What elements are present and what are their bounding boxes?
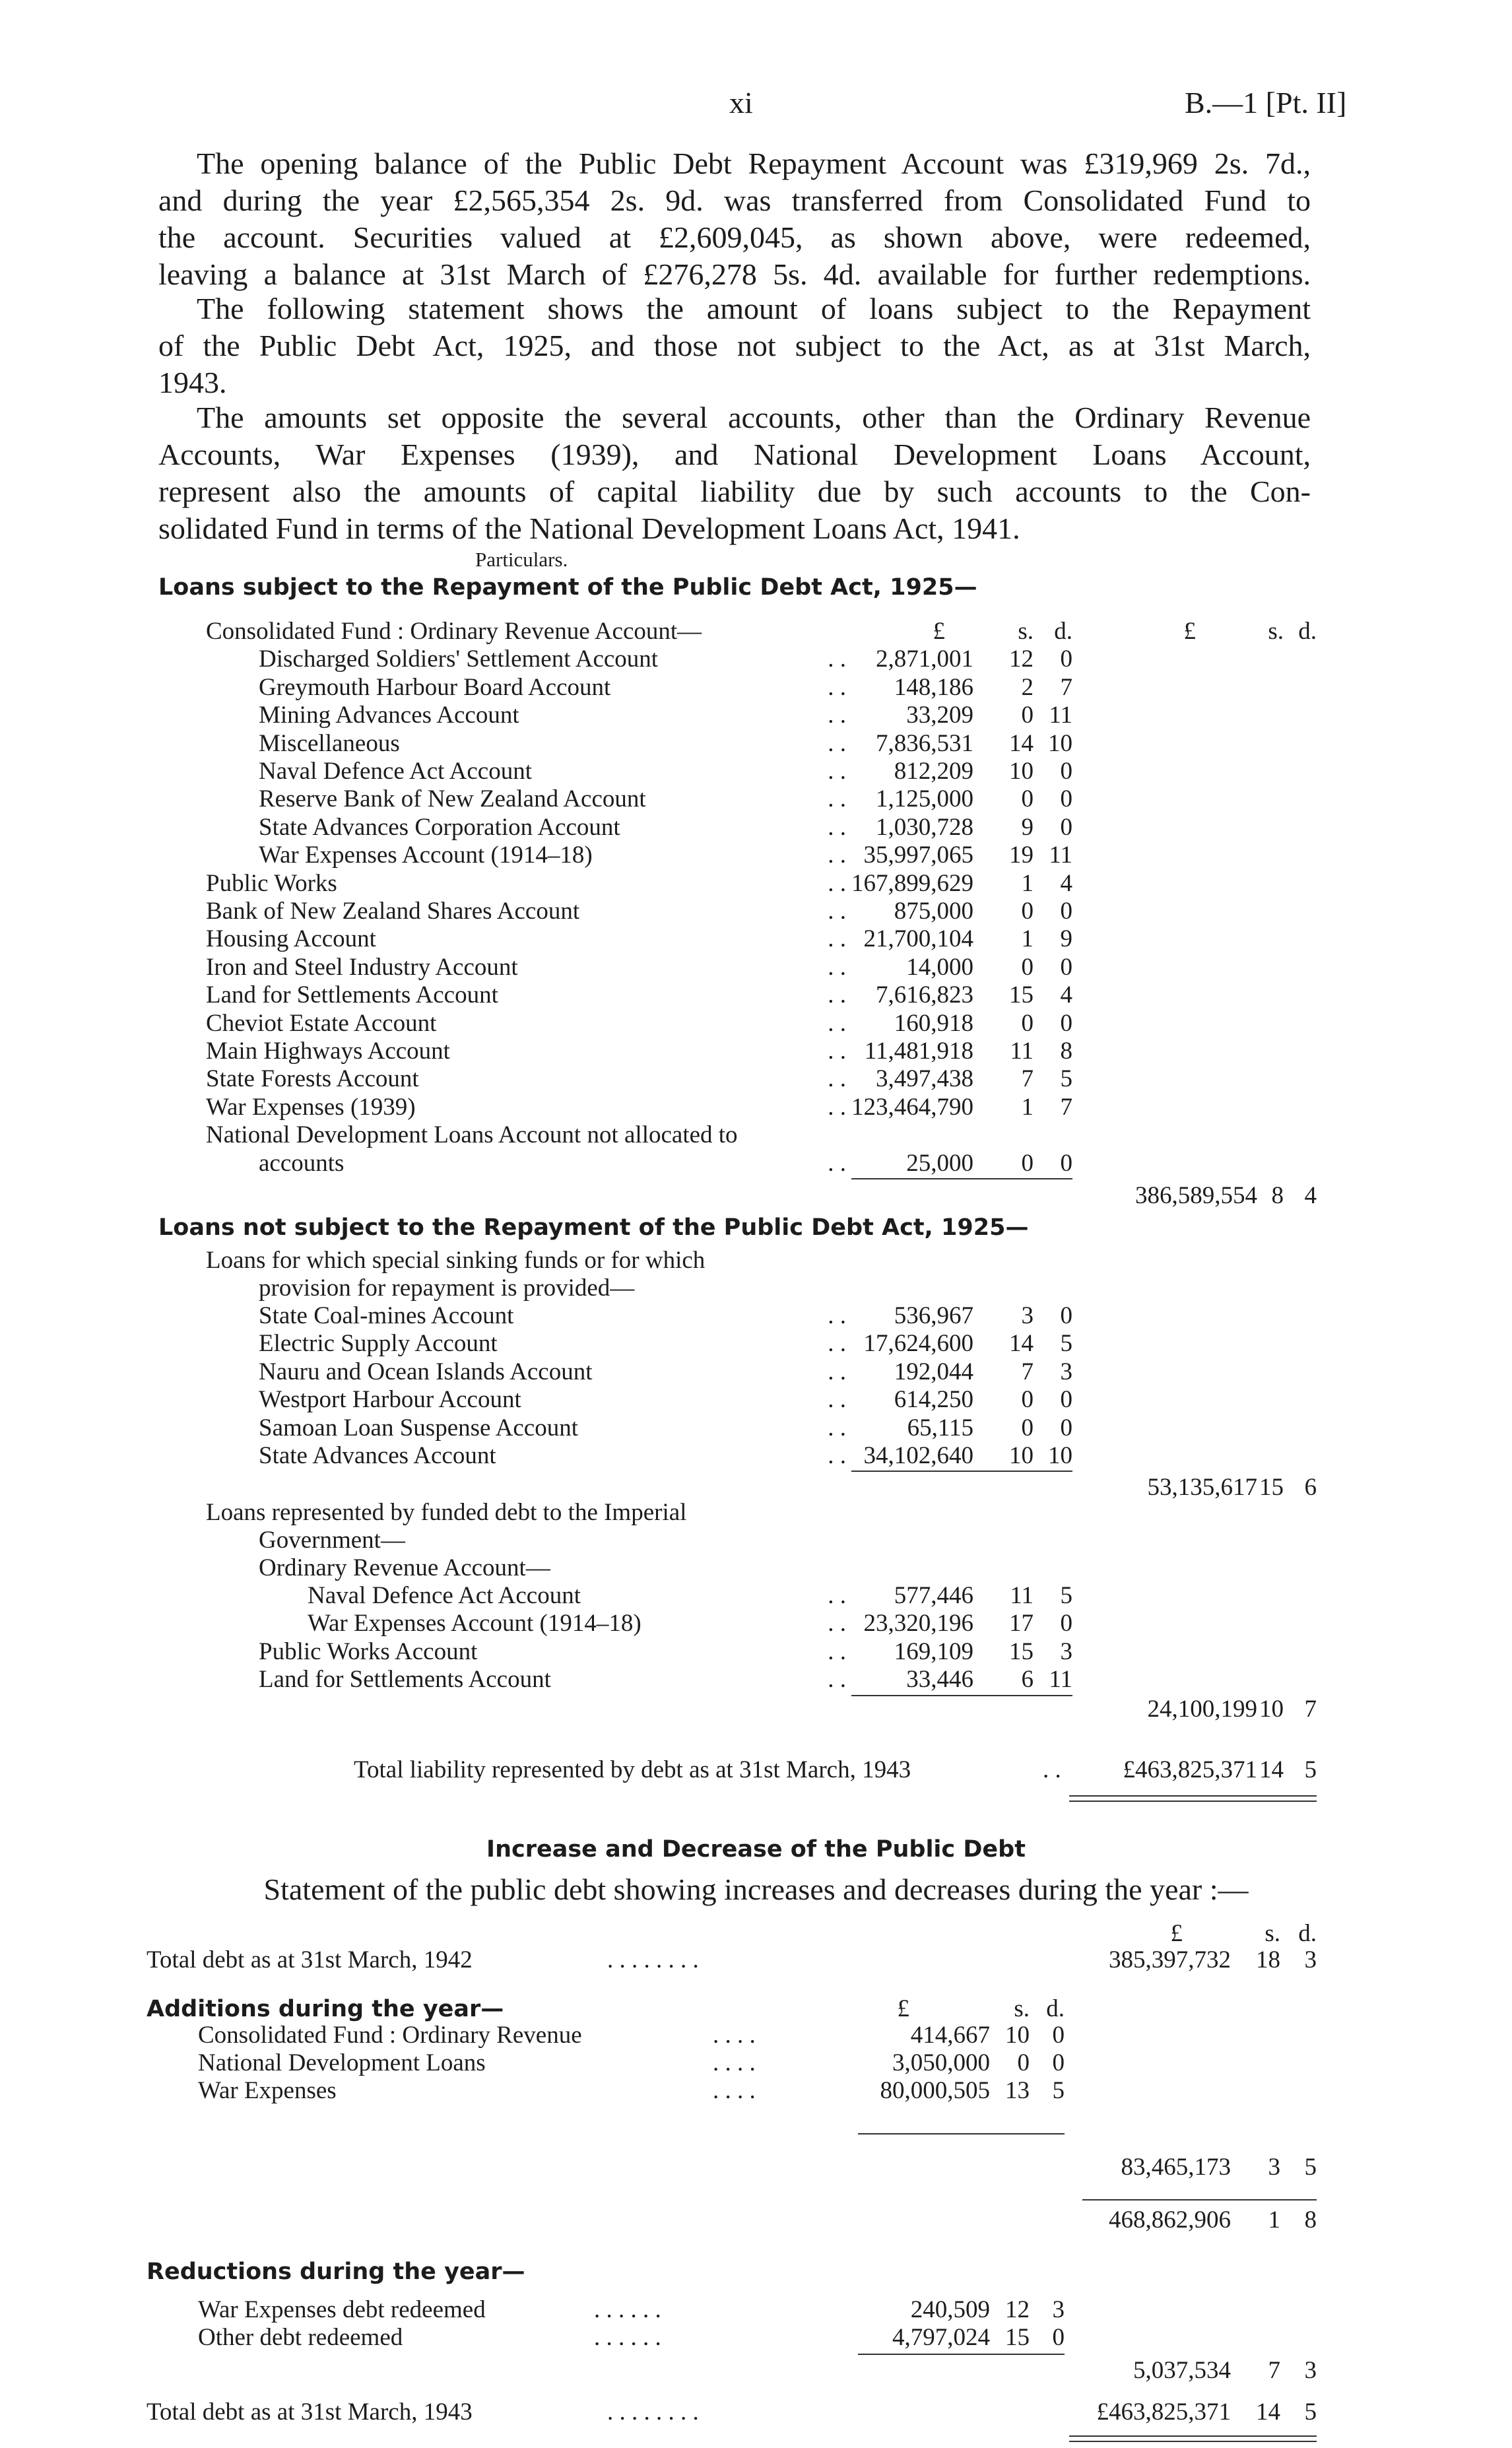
amount-shillings: 1	[1268, 2206, 1280, 2233]
reductions-heading: Reductions during the year—	[147, 2259, 525, 2285]
amount-pence: 0	[1052, 2022, 1065, 2049]
amount-shillings: 15	[1009, 1638, 1034, 1665]
section3-heading: Increase and Decrease of the Public Debt	[486, 1836, 1026, 1863]
amount-pounds: 167,899,629	[851, 869, 973, 897]
leader-dots: . .	[828, 1093, 846, 1121]
table-row	[0, 1498, 1512, 1527]
amount-shillings: 0	[1021, 953, 1034, 981]
amount-pounds: 5,037,534	[1133, 2357, 1231, 2384]
paragraph-line: of the Public Debt Act, 1925, and those not subject to the Act, as at 31st March,	[158, 329, 1311, 362]
amount-pounds: 875,000	[894, 898, 973, 925]
table-row	[0, 841, 1512, 869]
row-label: Bank of New Zealand Shares Account	[206, 898, 580, 925]
leader-dots: . .	[828, 673, 846, 701]
amount-pence: 0	[1060, 898, 1072, 925]
leader-dots: . . . . . . . .	[607, 1946, 699, 1973]
subtotal-rule	[858, 2354, 1065, 2355]
amount-pounds: 385,397,732	[1109, 1946, 1231, 1973]
amount-pence: 4	[1304, 1182, 1317, 1209]
table-row	[0, 1665, 1512, 1694]
grand-total-label: Total liability represented by debt as at 31st March, 1943	[354, 1756, 911, 1783]
amount-pounds: 577,446	[894, 1582, 973, 1609]
leader-dots: . .	[828, 1038, 846, 1065]
section2-heading: Loans not subject to the Repayment of the Public Debt Act, 1925—	[158, 1214, 1029, 1241]
leader-dots: . .	[828, 953, 846, 981]
amount-pence: 5	[1304, 2154, 1317, 2181]
amount-pounds: 386,589,554	[1135, 1182, 1257, 1209]
row-label: Ordinary Revenue Account—	[259, 1554, 550, 1581]
amount-pence: 3	[1304, 1946, 1317, 1973]
leader-dots: . . . . . . . .	[607, 2398, 699, 2426]
leader-dots: . .	[828, 1610, 846, 1638]
amount-pence: 3	[1052, 2296, 1065, 2323]
amount-pence: 5	[1060, 1582, 1072, 1609]
additions-heading: Additions during the year—	[147, 1996, 504, 2022]
row-label: State Forests Account	[206, 1065, 419, 1093]
row-label: Housing Account	[206, 925, 376, 953]
amount-pence: 8	[1060, 1038, 1072, 1065]
row-label: War Expenses (1939)	[206, 1093, 416, 1121]
leader-dots: . .	[828, 1009, 846, 1037]
leader-dots: . .	[828, 869, 846, 897]
amount-pounds: 192,044	[894, 1358, 973, 1385]
table-row	[0, 2049, 1512, 2077]
leader-dots: . .	[828, 813, 846, 841]
table-row	[0, 2076, 1512, 2105]
table-row	[0, 813, 1512, 842]
amount-pounds: 169,109	[894, 1638, 973, 1665]
amount-pence: 0	[1052, 2049, 1065, 2076]
leader-dots: . .	[828, 1582, 846, 1609]
amount-pence: 5	[1060, 1330, 1072, 1358]
amount-pence: 7	[1304, 1696, 1317, 1723]
paragraph-line: the account. Securities valued at £2,609,045, as shown above, were redeemed,	[158, 220, 1311, 254]
amount-pounds: 11,481,918	[864, 1038, 973, 1065]
row-label: Electric Supply Account	[259, 1330, 498, 1358]
leader-dots: . .	[828, 1666, 846, 1694]
amount-pounds: 123,464,790	[851, 1093, 973, 1121]
amount-pence: 10	[1048, 1442, 1072, 1469]
leader-dots: . .	[828, 702, 846, 729]
table-row	[0, 1037, 1512, 1065]
row-label: provision for repayment is provided—	[259, 1274, 635, 1302]
header-pence: d.	[1298, 618, 1317, 645]
amount-pounds: 3,050,000	[892, 2049, 990, 2076]
table-row	[0, 2398, 1512, 2426]
leader-dots: . .	[828, 925, 846, 953]
amount-pence: 0	[1060, 785, 1072, 813]
row-label: Cheviot Estate Account	[206, 1009, 437, 1037]
leader-dots: . .	[828, 1302, 846, 1329]
amount-shillings: 0	[1021, 785, 1034, 813]
row-label: Public Works Account	[259, 1638, 478, 1665]
table-row	[0, 1441, 1512, 1470]
table-row	[0, 1385, 1512, 1414]
amount-shillings: 3	[1021, 1302, 1034, 1329]
amount-shillings: 15	[1009, 981, 1034, 1009]
amount-pence: 8	[1304, 2206, 1317, 2233]
leader-dots: . .	[828, 645, 846, 673]
page-number: xi	[729, 86, 753, 119]
amount-pounds: 24,100,199	[1147, 1696, 1257, 1723]
table-row	[0, 1302, 1512, 1330]
amount-pence: 10	[1048, 729, 1072, 757]
amount-shillings: 0	[1021, 1149, 1034, 1177]
amount-pence: 0	[1060, 953, 1072, 981]
leader-dots: . . . . . .	[594, 2296, 661, 2323]
amount-pounds: 468,862,906	[1109, 2206, 1231, 2233]
amount-pounds: 21,700,104	[863, 925, 973, 953]
amount-pounds: 2,871,001	[876, 645, 973, 673]
table-row	[0, 2356, 1512, 2385]
row-label: National Development Loans	[198, 2049, 486, 2076]
paragraph-line: solidated Fund in terms of the National Development Loans Act, 1941.	[158, 512, 1020, 545]
amount-pence: 0	[1060, 758, 1072, 785]
header-pounds: £	[1170, 1920, 1183, 1947]
table-row	[0, 1065, 1512, 1093]
table-row	[0, 1638, 1512, 1666]
amount-pence: 3	[1060, 1358, 1072, 1385]
amount-pounds: 14,000	[906, 953, 973, 981]
table-row	[0, 2206, 1512, 2234]
amount-pence: 0	[1060, 1386, 1072, 1414]
amount-pounds: 3,497,438	[876, 1065, 973, 1093]
amount-pence: 5	[1304, 2398, 1317, 2426]
leader-dots: . . . .	[713, 2049, 756, 2076]
amount-shillings: 0	[1021, 1386, 1034, 1414]
leader-dots: . .	[828, 1149, 846, 1177]
amount-shillings: 2	[1021, 673, 1034, 701]
amount-shillings: 7	[1268, 2357, 1280, 2384]
table-row	[0, 2021, 1512, 2049]
amount-pounds: 34,102,640	[863, 1442, 973, 1469]
table-row	[0, 2323, 1512, 2352]
paragraph-line: The following statement shows the amount of loans subject to the Repayment	[197, 292, 1311, 325]
table-row	[0, 1473, 1512, 1502]
grand-total-double-rule	[1069, 1795, 1317, 1802]
amount-shillings: 10	[1009, 758, 1034, 785]
amount-pence: 0	[1060, 1009, 1072, 1037]
amount-shillings: 14	[1256, 2398, 1280, 2426]
amount-pounds: 17,624,600	[863, 1330, 973, 1358]
paragraph-line: represent also the amounts of capital liability due by such accounts to the Con-	[158, 475, 1311, 508]
subtotal-rule	[851, 1178, 1072, 1179]
table-row	[0, 925, 1512, 953]
leader-dots: . . . . . .	[594, 2324, 661, 2351]
table-row	[0, 1329, 1512, 1358]
row-label: accounts	[259, 1149, 345, 1177]
amount-pounds: 4,797,024	[892, 2324, 990, 2351]
leader-dots: . .	[828, 981, 846, 1009]
table-row	[0, 1526, 1512, 1554]
table-row	[0, 1358, 1512, 1386]
amount-shillings: 14	[1009, 729, 1034, 757]
amount-shillings: 13	[1005, 2077, 1030, 2104]
amount-pence: 0	[1060, 645, 1072, 673]
amount-pounds: 1,030,728	[876, 813, 973, 841]
leader-dots: . .	[828, 898, 846, 925]
particulars-label: Particulars.	[475, 548, 568, 571]
row-label: Public Works	[206, 869, 337, 897]
header-shillings: s.	[1018, 618, 1034, 645]
amount-pounds: 33,446	[906, 1666, 973, 1694]
row-label: Total debt as at 31st March, 1942	[147, 1946, 473, 1973]
leader-dots: . .	[828, 1414, 846, 1441]
row-label: Naval Defence Act Account	[259, 758, 533, 785]
amount-shillings: 9	[1021, 813, 1034, 841]
amount-shillings: 0	[1017, 2049, 1030, 2076]
amount-pounds: 812,209	[894, 758, 973, 785]
amount-shillings: 12	[1009, 645, 1034, 673]
header-shillings: s.	[1265, 1920, 1280, 1947]
amount-pence: 0	[1060, 1610, 1072, 1638]
leader-dots: . .	[1043, 1756, 1061, 1783]
amount-pence: 3	[1060, 1638, 1072, 1665]
header-pounds: £	[1183, 618, 1196, 645]
table-row	[0, 1009, 1512, 1038]
row-label: Other debt redeemed	[198, 2324, 403, 2351]
amount-pence: 6	[1304, 1474, 1317, 1501]
leader-dots: . .	[828, 1065, 846, 1093]
paragraph-3	[158, 399, 1311, 547]
subtotal-rule	[851, 1695, 1072, 1696]
leader-dots: . .	[828, 1358, 846, 1385]
subtotal-rule	[851, 1471, 1072, 1472]
table-row	[0, 1149, 1512, 1177]
table-row	[0, 981, 1512, 1009]
subtotal-rule	[1082, 2199, 1317, 2200]
amount-pounds: 83,465,173	[1121, 2154, 1231, 2181]
leader-dots: . .	[828, 785, 846, 813]
amount-shillings: 19	[1009, 842, 1034, 869]
row-label: State Coal-mines Account	[259, 1302, 514, 1329]
table-row	[0, 1274, 1512, 1302]
amount-pence: 0	[1052, 2324, 1065, 2351]
paragraph-line: The amounts set opposite the several accounts, other than the Ordinary Revenue	[197, 401, 1311, 434]
paragraph-1	[158, 145, 1311, 293]
row-label: Loans for which special sinking funds or for which	[206, 1247, 706, 1274]
amount-shillings: 0	[1021, 1009, 1034, 1037]
amount-pounds: 23,320,196	[863, 1610, 973, 1638]
table-row	[0, 897, 1512, 925]
table-row	[0, 869, 1512, 898]
amount-shillings: 18	[1256, 1946, 1280, 1973]
amount-pounds: 53,135,617	[1147, 1474, 1257, 1501]
row-label: National Development Loans Account not allocated to	[206, 1121, 738, 1149]
amount-pence: 7	[1060, 673, 1072, 701]
table-row	[0, 1093, 1512, 1121]
amount-shillings: 1	[1021, 869, 1034, 897]
table-row	[0, 2153, 1512, 2181]
row-label: War Expenses debt redeemed	[198, 2296, 486, 2323]
row-label: Main Highways Account	[206, 1038, 450, 1065]
leader-dots: . .	[828, 1638, 846, 1665]
table-row	[0, 1181, 1512, 1210]
leader-dots: . . . .	[713, 2077, 756, 2104]
amount-pence: 11	[1049, 702, 1072, 729]
amount-pence: 5	[1052, 2077, 1065, 2104]
paragraph-line: 1943.	[158, 366, 227, 399]
table-row	[0, 701, 1512, 729]
table-row	[0, 1121, 1512, 1149]
amount-pounds: 160,918	[894, 1009, 973, 1037]
amount-shillings: 1	[1021, 925, 1034, 953]
amount-pence: 0	[1060, 1149, 1072, 1177]
amount-pounds: £463,825,371	[1123, 1756, 1257, 1783]
amount-pence: 7	[1060, 1093, 1072, 1121]
amount-shillings: 11	[1010, 1582, 1034, 1609]
table-row	[0, 953, 1512, 981]
table-row	[0, 729, 1512, 758]
amount-pounds: 7,836,531	[876, 729, 973, 757]
amount-pounds: 35,997,065	[863, 842, 973, 869]
amount-pounds: 240,509	[910, 2296, 990, 2323]
row-label: Loans represented by funded debt to the Imperial	[206, 1499, 687, 1526]
table-row	[0, 1695, 1512, 1723]
paragraph-line: and during the year £2,565,354 2s. 9d. was transferred from Consolidated Fund to	[158, 183, 1311, 217]
amount-shillings: 15	[1005, 2324, 1030, 2351]
row-label: State Advances Corporation Account	[259, 813, 620, 841]
amount-shillings: 12	[1005, 2296, 1030, 2323]
amount-shillings: 14	[1259, 1756, 1284, 1783]
amount-pence: 11	[1049, 1666, 1072, 1694]
amount-pounds: 7,616,823	[876, 981, 973, 1009]
amount-shillings: 0	[1021, 702, 1034, 729]
paragraph-line: The opening balance of the Public Debt Repayment Account was £319,969 2s. 7d.,	[197, 147, 1311, 180]
table-row	[0, 673, 1512, 702]
leader-dots: . . . .	[713, 2022, 756, 2049]
amount-shillings: 1	[1021, 1093, 1034, 1121]
paragraph-line: Accounts, War Expenses (1939), and National Development Loans Account,	[158, 438, 1311, 471]
row-label: Greymouth Harbour Board Account	[259, 673, 611, 701]
amount-shillings: 10	[1009, 1442, 1034, 1469]
amount-pounds: 25,000	[906, 1149, 973, 1177]
header-pounds: £	[933, 618, 945, 645]
closing-double-rule	[1069, 2435, 1317, 2442]
amount-pounds: 65,115	[907, 1414, 973, 1441]
grand-total-row	[0, 1756, 1512, 1784]
row-label: Total debt as at 31st March, 1943	[147, 2398, 473, 2426]
table-row	[0, 1414, 1512, 1442]
leader-dots: . .	[828, 758, 846, 785]
table-row	[0, 2296, 1512, 2324]
table-row	[0, 1581, 1512, 1610]
row-label: Mining Advances Account	[259, 702, 519, 729]
table-row	[0, 645, 1512, 673]
row-label: Consolidated Fund : Ordinary Revenue Account—	[206, 618, 702, 645]
amount-pounds: 33,209	[906, 702, 973, 729]
table-row	[0, 757, 1512, 785]
subtotal-rule	[858, 2133, 1065, 2134]
amount-pence: 4	[1060, 869, 1072, 897]
amount-pence: 5	[1304, 1756, 1317, 1783]
leader-dots: . .	[828, 1442, 846, 1469]
row-label: Naval Defence Act Account	[308, 1582, 581, 1609]
row-label: Land for Settlements Account	[259, 1666, 551, 1694]
section1-heading: Loans subject to the Repayment of the Public Debt Act, 1925—	[158, 574, 977, 601]
amount-pounds: 414,667	[910, 2022, 990, 2049]
amount-pence: 11	[1049, 842, 1072, 869]
amount-shillings: 17	[1009, 1610, 1034, 1638]
table-row	[0, 617, 1512, 645]
amount-pence: 0	[1060, 813, 1072, 841]
header-pounds: £	[897, 1995, 909, 2022]
amount-shillings: 0	[1021, 898, 1034, 925]
header-pence: d.	[1054, 618, 1072, 645]
row-label: Reserve Bank of New Zealand Account	[259, 785, 646, 813]
amount-pence: 5	[1060, 1065, 1072, 1093]
row-label: Westport Harbour Account	[259, 1386, 521, 1414]
amount-pence: 3	[1304, 2357, 1317, 2384]
amount-pounds: 536,967	[894, 1302, 973, 1329]
header-pence: d.	[1046, 1995, 1065, 2022]
amount-pence: 0	[1060, 1302, 1072, 1329]
amount-pounds: 148,186	[894, 673, 973, 701]
row-label: Iron and Steel Industry Account	[206, 953, 518, 981]
row-label: Miscellaneous	[259, 729, 400, 757]
row-label: War Expenses Account (1914–18)	[259, 842, 593, 869]
amount-shillings: 7	[1021, 1358, 1034, 1385]
table-row	[0, 785, 1512, 813]
leader-dots: . .	[828, 1386, 846, 1414]
row-label: Consolidated Fund : Ordinary Revenue	[198, 2022, 582, 2049]
table-row	[0, 1609, 1512, 1638]
amount-shillings: 7	[1021, 1065, 1034, 1093]
header-shillings: s.	[1014, 1995, 1030, 2022]
amount-pounds: 80,000,505	[880, 2077, 990, 2104]
row-label: Nauru and Ocean Islands Account	[259, 1358, 593, 1385]
amount-shillings: 14	[1009, 1330, 1034, 1358]
amount-shillings: 0	[1021, 1414, 1034, 1441]
amount-shillings: 8	[1271, 1182, 1284, 1209]
table-row	[0, 1946, 1512, 1974]
paragraph-2	[158, 290, 1311, 401]
amount-pence: 9	[1060, 925, 1072, 953]
leader-dots: . .	[828, 1330, 846, 1358]
row-label: Samoan Loan Suspense Account	[259, 1414, 578, 1441]
amount-shillings: 15	[1259, 1474, 1284, 1501]
leader-dots: . .	[828, 729, 846, 757]
amount-shillings: 11	[1010, 1038, 1034, 1065]
document-reference: B.—1 [Pt. II]	[1185, 86, 1347, 119]
amount-pounds: 1,125,000	[876, 785, 973, 813]
column-headers	[0, 1919, 1512, 1948]
amount-pence: 0	[1060, 1414, 1072, 1441]
amount-pence: 4	[1060, 981, 1072, 1009]
column-headers	[0, 1995, 1512, 2023]
table-row	[0, 1554, 1512, 1582]
amount-shillings: 3	[1268, 2154, 1280, 2181]
row-label: War Expenses Account (1914–18)	[308, 1610, 641, 1638]
header-shillings: s.	[1268, 618, 1284, 645]
header-pence: d.	[1298, 1920, 1317, 1947]
row-label: Discharged Soldiers' Settlement Account	[259, 645, 659, 673]
amount-shillings: 6	[1021, 1666, 1034, 1694]
leader-dots: . .	[828, 842, 846, 869]
paragraph-line: leaving a balance at 31st March of £276,278 5s. 4d. available for further redemptions.	[158, 257, 1311, 291]
amount-shillings: 10	[1259, 1696, 1284, 1723]
table-row	[0, 1246, 1512, 1274]
row-label: Land for Settlements Account	[206, 981, 498, 1009]
amount-pounds: 614,250	[894, 1386, 973, 1414]
amount-shillings: 10	[1005, 2022, 1030, 2049]
amount-pounds: £463,825,371	[1096, 2398, 1231, 2426]
row-label: Government—	[259, 1527, 405, 1554]
row-label: State Advances Account	[259, 1442, 496, 1469]
row-label: War Expenses	[198, 2077, 337, 2104]
section3-subtitle: Statement of the public debt showing increases and decreases during the year :—	[263, 1872, 1249, 1906]
